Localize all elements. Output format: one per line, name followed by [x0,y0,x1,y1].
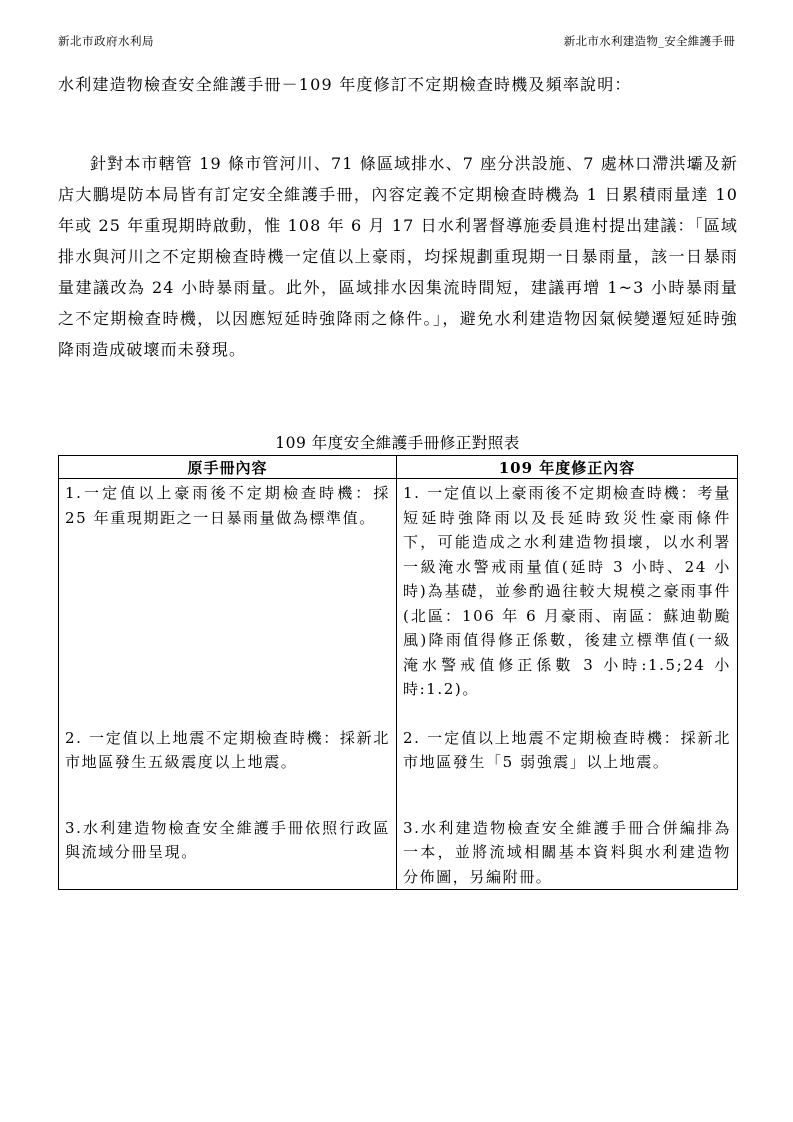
table-caption: 109 年度安全維護手冊修正對照表 [275,434,520,452]
column-header-original: 原手冊內容 [59,456,397,479]
revised-content-cell: 1. 一定值以上豪雨後不定期檢查時機：考量短延時強降雨以及長延時致災性豪雨條件下，可能造成之水利建造物損壞，以水利署一級淹水警戒雨量值(延時 3 小時、24 小時)為基礎，並參酌過往較大規模之豪雨事件(北區：106 年 6 月豪雨、南區：蘇迪勒颱風)降雨值得修正係數，後建立標準值(一級淹水警戒值修正係數 3 小時:1.5;24 小時:1.2)。 [397,479,738,724]
revised-content-cell: 3.水利建造物檢查安全維護手冊合併編排為一本，並將流域相關基本資料與水利建造物分佈圖，另編附冊。 [397,814,738,890]
table-row [59,724,738,814]
header-document-name: 新北市水利建造物_安全維護手冊 [563,34,735,48]
table-row [59,479,738,724]
header-agency: 新北市政府水利局 [58,34,154,48]
revision-comparison-table [58,455,738,890]
original-content-cell: 2. 一定值以上地震不定期檢查時機：採新北市地區發生五級震度以上地震。 [59,724,397,814]
table-header-row [59,456,738,479]
revised-content-cell: 2. 一定值以上地震不定期檢查時機：採新北市地區發生「5 弱強震」以上地震。 [397,724,738,814]
document-title: 水利建造物檢查安全維護手冊－109 年度修訂不定期檢查時機及頻率說明： [58,75,632,94]
original-content-cell: 3.水利建造物檢查安全維護手冊依照行政區與流域分冊呈現。 [59,814,397,890]
table-row [59,814,738,890]
intro-paragraph: 針對本市轄管 19 條市管河川、71 條區域排水、7 座分洪設施、7 處林口滯洪壩及新店大鵬堤防本局皆有訂定安全維護手冊，內容定義不定期檢查時機為 1 日累積雨量達 10 年或 25 年重現期時啟動，惟 108 年 6 月 17 日水利署督導施委員進村提出建議：「區域排水與河川之不定期檢查時機一定值以上豪雨，均採規劃重現期一日暴雨量，該一日暴雨量建議改為 24 小時暴雨量。此外，區域排水因集流時間短，建議再增 1~3 小時暴雨量之不定期檢查時機，以因應短延時強降雨之條件。」，避免水利建造物因氣候變遷短延時強降雨造成破壞而未發現。 [58,154,738,359]
column-header-revised: 109 年度修正內容 [397,456,738,479]
original-content-cell: 1.一定值以上豪雨後不定期檢查時機：採 25 年重現期距之一日暴雨量做為標準值。 [59,479,397,724]
